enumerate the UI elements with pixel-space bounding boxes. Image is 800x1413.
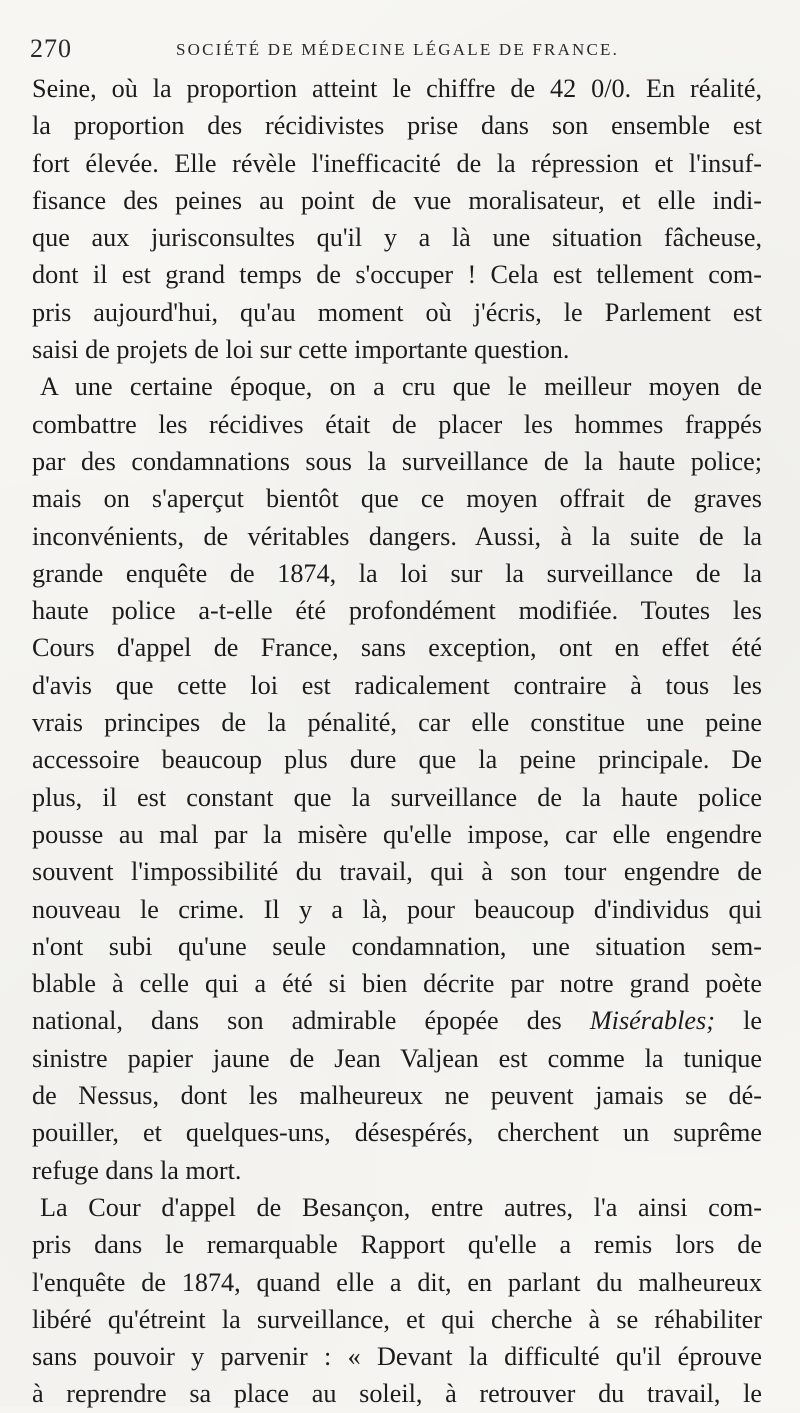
text-line: haute police a-t-elle été profondément modifiée. Toutes les bbox=[32, 596, 762, 626]
text-line: fort élevée. Elle révèle l'inefficacité de la répression et l'insuf- bbox=[32, 148, 762, 178]
text-line: blable à celle qui a été si bien décrite par notre grand poète bbox=[32, 969, 762, 999]
text-line: pouiller, et quelques-uns, désespérés, cherchent un suprême bbox=[32, 1118, 762, 1148]
page-number: 270 bbox=[30, 34, 72, 63]
text-line: dont il est grand temps de s'occuper ! Cela est tellement com- bbox=[32, 260, 762, 290]
text-line: inconvénients, de véritables dangers. Aussi, à la suite de la bbox=[32, 521, 762, 551]
text-line: à reprendre sa place au soleil, à retrouver du travail, le bbox=[32, 1379, 762, 1409]
text-line: Seine, où la proportion atteint le chiffre de 42 0/0. En réalité, bbox=[32, 74, 762, 103]
text-line: sinistre papier jaune de Jean Valjean est comme la tunique bbox=[32, 1043, 762, 1073]
text-line: sans pouvoir y parvenir : « Devant la difficulté qu'il éprouve bbox=[32, 1342, 762, 1372]
text-line: pris aujourd'hui, qu'au moment où j'écris, le Parlement est bbox=[32, 297, 762, 327]
text-line: nouveau le crime. Il y a là, pour beaucoup d'individus qui bbox=[32, 894, 762, 924]
text-line: d'avis que cette loi est radicalement contraire à tous les bbox=[32, 670, 762, 700]
text-line: l'enquête de 1874, quand elle a dit, en parlant du malheureux bbox=[32, 1267, 762, 1297]
text-line: pris dans le remarquable Rapport qu'elle a remis lors de bbox=[32, 1230, 762, 1260]
text-line: la proportion des récidivistes prise dans son ensemble est bbox=[32, 111, 762, 141]
text-line: souvent l'impossibilité du travail, qui à son tour engendre de bbox=[32, 857, 762, 887]
text-line: n'ont subi qu'une seule condamnation, une situation sem- bbox=[32, 931, 762, 961]
text-line: combattre les récidives était de placer les hommes frappés bbox=[32, 409, 762, 439]
page-header bbox=[30, 34, 770, 62]
text-line: grande enquête de 1874, la loi sur la surveillance de la bbox=[32, 558, 762, 588]
text-line: A une certaine époque, on a cru que le meilleur moyen de bbox=[40, 372, 762, 402]
text-line: Cours d'appel de France, sans exception, ont en effet été bbox=[32, 633, 762, 663]
text-line: libéré qu'étreint la surveillance, et qui cherche à se réhabiliter bbox=[32, 1304, 762, 1334]
text-line: plus, il est constant que la surveillance de la haute police bbox=[32, 782, 762, 812]
paragraph-2 bbox=[32, 368, 762, 1189]
text-line: saisi de projets de loi sur cette importante question. bbox=[32, 335, 570, 365]
text-line: pousse au mal par la misère qu'elle impose, car elle engendre bbox=[32, 819, 762, 849]
text-line: vrais principes de la pénalité, car elle constitue une peine bbox=[32, 708, 762, 738]
running-head: SOCIÉTÉ DE MÉDECINE LÉGALE DE FRANCE. bbox=[176, 40, 620, 59]
body-text bbox=[32, 70, 762, 1413]
text-line: refuge dans la mort. bbox=[32, 1155, 242, 1185]
text-line-with-italic: national, dans son admirable épopée des Misérables; le bbox=[32, 1006, 763, 1036]
text-line: fisance des peines au point de vue moralisateur, et elle indi- bbox=[32, 185, 762, 215]
text-line: mais on s'aperçut bientôt que ce moyen offrait de graves bbox=[32, 484, 762, 514]
text-line: La Cour d'appel de Besançon, entre autres, l'a ainsi com- bbox=[40, 1192, 762, 1222]
text-line: de Nessus, dont les malheureux ne peuvent jamais se dé- bbox=[32, 1081, 762, 1111]
italic-title: Misérables; bbox=[589, 1006, 715, 1036]
text-line: par des condamnations sous la surveillance de la haute police; bbox=[32, 446, 762, 476]
text-line: que aux jurisconsultes qu'il y a là une situation fâcheuse, bbox=[32, 223, 762, 253]
paragraph-1 bbox=[32, 70, 762, 368]
paragraph-3 bbox=[32, 1189, 762, 1413]
text-line: accessoire beaucoup plus dure que la peine principale. De bbox=[32, 745, 762, 775]
